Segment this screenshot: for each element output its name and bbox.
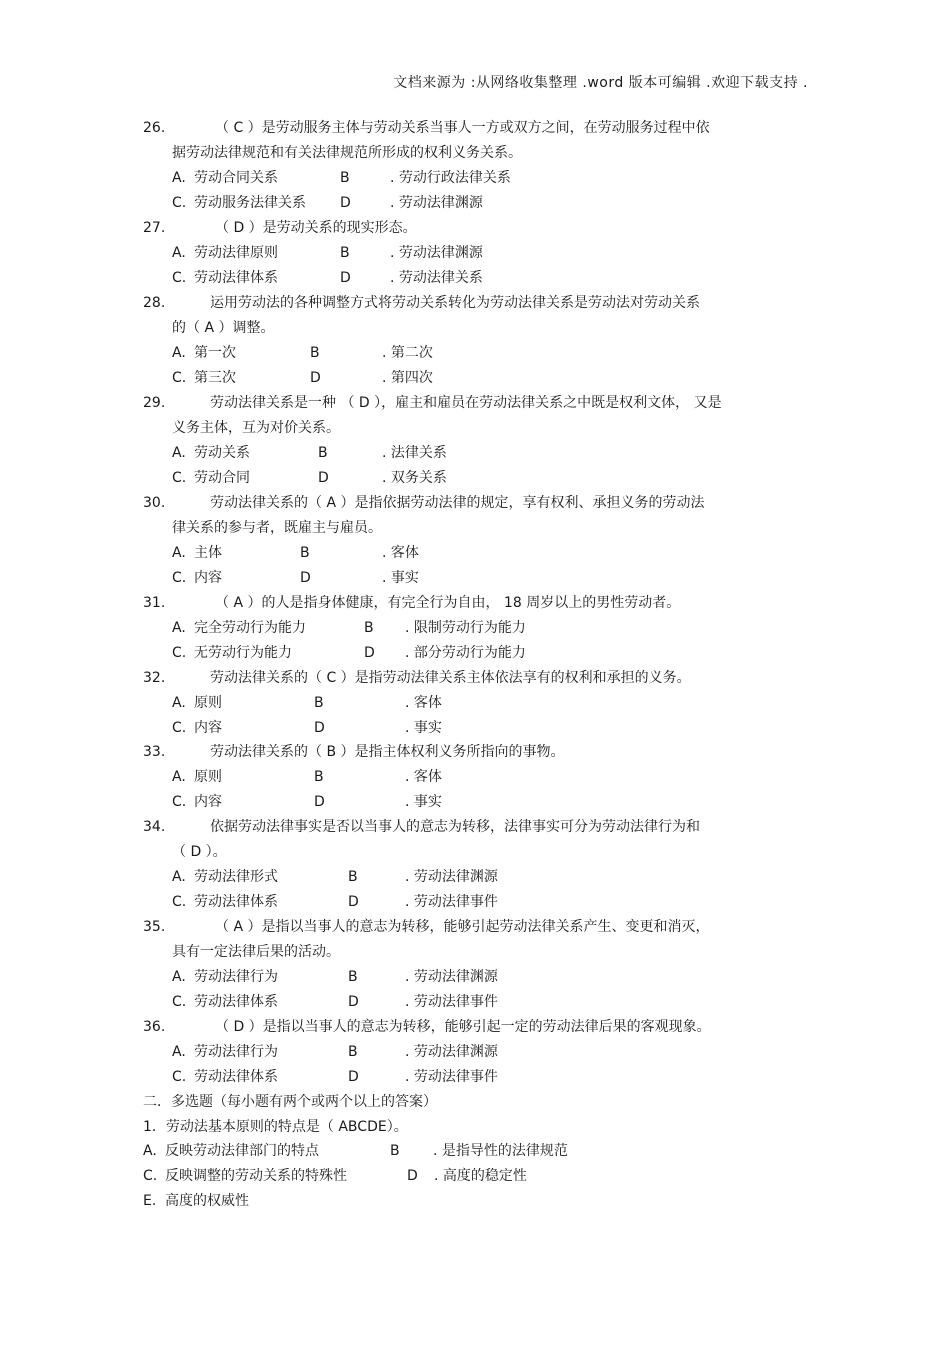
option-d — [407, 1167, 527, 1185]
option-b-letter: B — [314, 695, 324, 711]
option-text: . 是指导性的法律规范 — [433, 1143, 568, 1159]
option-c-text: 劳动服务法律关系 — [194, 195, 306, 211]
question-stem-continued: 义务主体，互为对价关系。 — [172, 420, 340, 436]
question-number: 32. — [143, 670, 166, 686]
section-title: 二．多选题（每小题有两个或两个以上的答案） — [143, 1094, 437, 1110]
option-a-text: 主体 — [194, 545, 222, 561]
option-c-text: 内容 — [194, 570, 222, 586]
question-number: 30. — [143, 495, 166, 511]
option-a-text: 劳动关系 — [194, 445, 250, 461]
option-d-text: . 劳动法律事件 — [405, 894, 498, 910]
option-d-text: . 事实 — [405, 720, 442, 736]
option-c-text: 劳动合同 — [194, 470, 250, 486]
option-b-text: . 第二次 — [382, 345, 433, 361]
option-c-letter: C. — [172, 570, 187, 586]
option-b-text: . 客体 — [382, 545, 419, 561]
option-letter: D — [407, 1168, 418, 1184]
option-d-letter: D — [314, 794, 325, 810]
option-d-letter: D — [364, 645, 375, 661]
question-stem: 劳动法律关系的（ B ）是指主体权利义务所指向的事物。 — [210, 744, 565, 760]
question-number: 31. — [143, 595, 166, 611]
option-a-text: 完全劳动行为能力 — [194, 620, 306, 636]
option-c-letter: C. — [172, 470, 187, 486]
option-a-text: 劳动合同关系 — [194, 170, 278, 186]
question-stem: 劳动法律关系的（ C ）是指劳动法律关系主体依法享有的权利和承担的义务。 — [210, 670, 691, 686]
question-stem: （ A ）的人是指身体健康，有完全行为自由， 18 周岁以上的男性劳动者。 — [215, 595, 681, 611]
question-stem: 劳动法律关系是一种 （ D ），雇主和雇员在劳动法律关系之中既是权利文体， 又是 — [210, 395, 722, 411]
option-b-text: . 限制劳动行为能力 — [405, 620, 526, 636]
option-e — [143, 1192, 249, 1210]
question-stem: 依据劳动法律事实是否以当事人的意志为转移，法律事实可分为劳动法律行为和 — [210, 819, 700, 835]
option-b-letter: B — [340, 170, 350, 186]
option-a-letter: A. — [172, 245, 186, 261]
option-text: 高度的权威性 — [165, 1193, 249, 1209]
option-d-text: . 劳动法律关系 — [390, 270, 483, 286]
option-b-text: . 客体 — [405, 695, 442, 711]
option-b — [390, 1142, 568, 1160]
option-c-letter: C. — [172, 894, 187, 910]
option-a-text: 原则 — [194, 695, 222, 711]
question-stem: 1．劳动法基本原则的特点是（ ABCDE）。 — [143, 1119, 408, 1135]
option-b-text: . 客体 — [405, 769, 442, 785]
option-a-letter: A. — [172, 445, 186, 461]
option-b-letter: B — [314, 769, 324, 785]
option-a-letter: A. — [172, 345, 186, 361]
option-c-text: 劳动法律体系 — [194, 270, 278, 286]
option-text: 反映劳动法律部门的特点 — [165, 1143, 319, 1159]
option-c-text: 劳动法律体系 — [194, 1069, 278, 1085]
option-b-text: . 劳动法律渊源 — [405, 1044, 498, 1060]
option-d-text: . 事实 — [405, 794, 442, 810]
option-c-letter: C. — [172, 645, 187, 661]
question-stem: 劳动法律关系的（ A ）是指依据劳动法律的规定，享有权利、承担义务的劳动法 — [210, 495, 705, 511]
option-d-text: . 事实 — [382, 570, 419, 586]
option-b-letter: B — [348, 869, 358, 885]
question-number: 36. — [143, 1019, 166, 1035]
option-b-text: . 劳动法律渊源 — [405, 869, 498, 885]
page-header: 文档来源为 :从网络收集整理 .word 版本可编辑 .欢迎下载支持 . — [393, 75, 808, 91]
option-a — [143, 1142, 319, 1160]
option-letter: A. — [143, 1143, 157, 1159]
option-b-text: . 法律关系 — [382, 445, 447, 461]
option-b-letter: B — [348, 1044, 358, 1060]
option-d-text: . 劳动法律事件 — [405, 1069, 498, 1085]
option-d-text: . 双务关系 — [382, 470, 447, 486]
option-d-letter: D — [348, 1069, 359, 1085]
option-a-text: 原则 — [194, 769, 222, 785]
question-number: 33. — [143, 744, 166, 760]
option-c-letter: C. — [172, 994, 187, 1010]
question-stem-continued: （ D ）。 — [172, 844, 227, 860]
option-c-text: 内容 — [194, 720, 222, 736]
option-c — [143, 1167, 347, 1185]
option-b-letter: B — [348, 969, 358, 985]
option-d-letter: D — [340, 195, 351, 211]
option-letter: E. — [143, 1193, 157, 1209]
option-b-letter: B — [310, 345, 320, 361]
option-c-text: 内容 — [194, 794, 222, 810]
option-a-text: 劳动法律形式 — [194, 869, 278, 885]
question-stem-continued: 具有一定法律后果的活动。 — [172, 944, 340, 960]
option-c-text: 第三次 — [194, 370, 236, 386]
option-c-letter: C. — [172, 370, 187, 386]
option-b-text: . 劳动行政法律关系 — [390, 170, 511, 186]
option-d-letter: D — [300, 570, 311, 586]
option-b-text: . 劳动法律渊源 — [405, 969, 498, 985]
option-d-text: . 第四次 — [382, 370, 433, 386]
option-d-letter: D — [340, 270, 351, 286]
option-c-text: 劳动法律体系 — [194, 894, 278, 910]
option-a-letter: A. — [172, 170, 186, 186]
question-stem: （ A ）是指以当事人的意志为转移，能够引起劳动法律关系产生、变更和消灭， — [215, 919, 710, 935]
option-a-letter: A. — [172, 969, 186, 985]
option-a-letter: A. — [172, 695, 186, 711]
option-d-letter: D — [314, 720, 325, 736]
option-c-letter: C. — [172, 794, 187, 810]
option-c-letter: C. — [172, 720, 187, 736]
option-letter: B — [390, 1143, 400, 1159]
option-b-letter: B — [300, 545, 310, 561]
option-b-letter: B — [340, 245, 350, 261]
question-stem-continued: 据劳动法律规范和有关法律规范所形成的权利义务关系。 — [172, 145, 522, 161]
option-a-text: 劳动法律行为 — [194, 969, 278, 985]
option-text: . 高度的稳定性 — [434, 1168, 527, 1184]
question-number: 35. — [143, 919, 166, 935]
option-a-text: 劳动法律行为 — [194, 1044, 278, 1060]
option-d-text: . 劳动法律事件 — [405, 994, 498, 1010]
question-number: 34. — [143, 819, 166, 835]
option-d-letter: D — [348, 894, 359, 910]
question-stem-continued: 的（ A ）调整。 — [172, 320, 275, 336]
question-number: 29. — [143, 395, 166, 411]
option-b-letter: B — [364, 620, 374, 636]
question-stem: 运用劳动法的各种调整方式将劳动关系转化为劳动法律关系是劳动法对劳动关系 — [210, 295, 700, 311]
question-stem: （ D ）是劳动关系的现实形态。 — [215, 220, 417, 236]
option-c-text: 无劳动行为能力 — [194, 645, 292, 661]
option-d-text: . 劳动法律渊源 — [390, 195, 483, 211]
option-d-letter: D — [348, 994, 359, 1010]
option-b-letter: B — [318, 445, 328, 461]
option-d-letter: D — [310, 370, 321, 386]
option-a-text: 劳动法律原则 — [194, 245, 278, 261]
option-a-letter: A. — [172, 869, 186, 885]
question-number: 28. — [143, 295, 166, 311]
option-a-letter: A. — [172, 620, 186, 636]
option-c-letter: C. — [172, 195, 187, 211]
option-d-letter: D — [318, 470, 329, 486]
question-stem: （ D ）是指以当事人的意志为转移，能够引起一定的劳动法律后果的客观现象。 — [215, 1019, 711, 1035]
option-b-text: . 劳动法律渊源 — [390, 245, 483, 261]
option-d-text: . 部分劳动行为能力 — [405, 645, 526, 661]
question-number: 26. — [143, 120, 166, 136]
option-a-letter: A. — [172, 545, 186, 561]
option-c-letter: C. — [172, 1069, 187, 1085]
question-number: 27. — [143, 220, 166, 236]
question-stem: （ C ）是劳动服务主体与劳动关系当事人一方或双方之间，在劳动服务过程中依 — [215, 120, 710, 136]
option-a-text: 第一次 — [194, 345, 236, 361]
option-c-letter: C. — [172, 270, 187, 286]
option-c-text: 劳动法律体系 — [194, 994, 278, 1010]
option-a-letter: A. — [172, 1044, 186, 1060]
option-letter: C. — [143, 1168, 158, 1184]
option-a-letter: A. — [172, 769, 186, 785]
option-text: 反映调整的劳动关系的特殊性 — [165, 1168, 347, 1184]
question-stem-continued: 律关系的参与者，既雇主与雇员。 — [172, 520, 382, 536]
